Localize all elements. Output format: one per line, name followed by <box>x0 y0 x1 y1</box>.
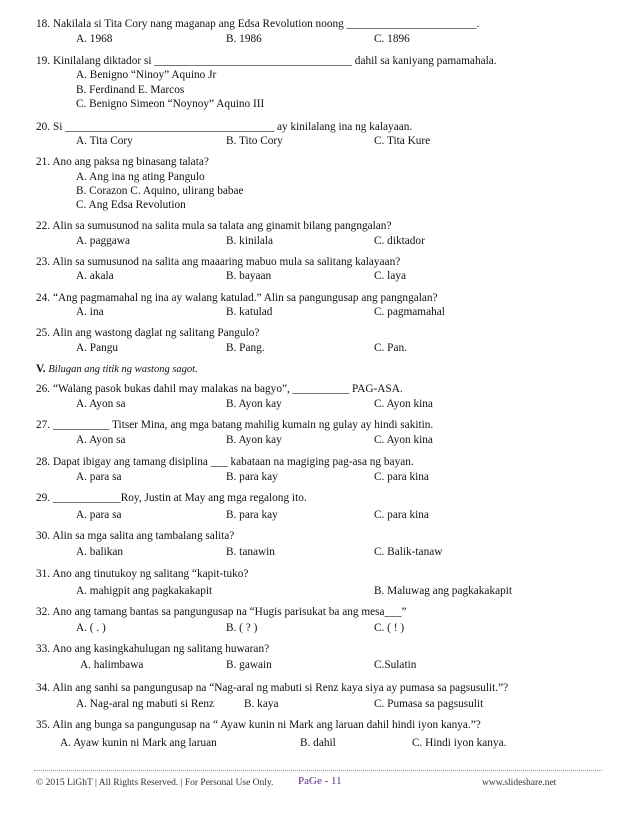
option-c: C. ( ! ) <box>374 622 405 634</box>
question-31: 31. Ano ang tinutukoy ng salitang “kapit-tuko? <box>36 568 249 580</box>
question-33: 33. Ano ang kasingkahulugan ng salitang huwaran? <box>36 643 270 655</box>
option-a: A. Tita Cory <box>76 135 133 147</box>
option-b: B. Pang. <box>226 342 265 354</box>
question-34: 34. Alin ang sanhi sa pangungusap na “Nag-aral ng mabuti si Renz kaya siya ay pumasa sa pagsusulit.”? <box>36 682 509 694</box>
option-c: C. Hindi iyon kanya. <box>412 737 507 749</box>
option-b: B. gawain <box>226 659 272 671</box>
option-a: A. para sa <box>76 471 122 483</box>
options-18 <box>0 32 638 46</box>
question-21: 21. Ano ang paksa ng binasang talata? <box>36 156 209 168</box>
option-b: B. kaya <box>244 698 279 710</box>
option-a: A. mahigpit ang pagkakakapit <box>76 585 213 597</box>
option-a: A. Benigno “Ninoy” Aquino Jr <box>76 69 217 81</box>
option-a: A. Nag-aral ng mabuti si Renz <box>76 698 215 710</box>
footer-site: www.slideshare.net <box>482 778 557 788</box>
question-28: 28. Dapat ibigay ang tamang disiplina ___ kabataan na magiging pag-asa ng bayan. <box>36 456 414 468</box>
option-b: B. para kay <box>226 509 278 521</box>
options-34 <box>0 697 638 711</box>
option-a: A. para sa <box>76 509 122 521</box>
option-c: C. Ayon kina <box>374 434 433 446</box>
option-c: C. Pan. <box>374 342 407 354</box>
option-b: B. Ayon kay <box>226 398 282 410</box>
option-c: C. pagmamahal <box>374 306 445 318</box>
option-b: B. Corazon C. Aquino, ulirang babae <box>76 185 244 197</box>
option-c: C. Pumasa sa pagsusulit <box>374 698 484 710</box>
options-23 <box>0 269 638 283</box>
question-27: 27. __________ Titser Mina, ang mga batang mahilig kumain ng gulay ay hindi sakitin. <box>36 419 434 431</box>
option-b: B. katulad <box>226 306 273 318</box>
question-29: 29. ____________Roy, Justin at May ang mga regalong ito. <box>36 492 307 504</box>
option-b: B. Ayon kay <box>226 434 282 446</box>
question-32: 32. Ano ang tamang bantas sa pangungusap na “Hugis parisukat ba ang mesa___” <box>36 606 407 618</box>
question-18: 18. Nakilala si Tita Cory nang maganap ang Edsa Revolution noong _______________________. <box>36 18 480 30</box>
question-23: 23. Alin sa sumusunod na salita ang maaaring mabuo mula sa salitang kalayaan? <box>36 256 401 268</box>
option-c: C. para kina <box>374 471 429 483</box>
question-24: 24. “Ang pagmamahal ng ina ay walang katulad.” Alin sa pangungusap ang pangngalan? <box>36 292 438 304</box>
options-20 <box>0 134 638 148</box>
question-26: 26. “Walang pasok bukas dahil may malakas na bagyo”, __________ PAG-ASA. <box>36 383 403 395</box>
option-c: C. 1896 <box>374 33 410 45</box>
question-19: 19. Kinilalang diktador si ___________________________________ dahil sa kaniyang pamamahala. <box>36 55 497 67</box>
options-22 <box>0 234 638 248</box>
option-b: B. kinilala <box>226 235 274 247</box>
option-b: B. para kay <box>226 471 278 483</box>
footer-divider <box>34 770 602 771</box>
section-instruction: Bilugan ang titik ng wastong sagot. <box>48 364 198 375</box>
option-a: A. ina <box>76 306 104 318</box>
option-c: C.Sulatin <box>374 659 417 671</box>
options-25 <box>0 341 638 355</box>
option-b: B. Tito Cory <box>226 135 283 147</box>
options-31 <box>0 584 638 598</box>
question-35: 35. Alin ang bunga sa pangungusap na “ Ayaw kunin ni Mark ang laruan dahil hindi iyon kanya.”? <box>36 719 481 731</box>
option-a: A. Ayaw kunin ni Mark ang laruan <box>60 737 217 749</box>
option-a: A. Ayon sa <box>76 398 126 410</box>
option-c: C. Benigno Simeon “Noynoy” Aquino III <box>76 98 265 110</box>
page-number: PaGe - 11 <box>298 775 342 787</box>
option-c: C. Ayon kina <box>374 398 433 410</box>
option-a: A. Ayon sa <box>76 434 126 446</box>
option-c: C. Balik-tanaw <box>374 546 443 558</box>
option-b: B. ( ? ) <box>226 622 258 634</box>
options-30 <box>0 545 638 559</box>
options-24 <box>0 305 638 319</box>
section-number: V. <box>36 363 46 375</box>
question-22: 22. Alin sa sumusunod na salita mula sa talata ang ginamit bilang pangngalan? <box>36 220 392 232</box>
option-c: C. Tita Kure <box>374 135 431 147</box>
option-b: B. 1986 <box>226 33 262 45</box>
section-v-heading <box>36 362 198 377</box>
option-c: C. para kina <box>374 509 429 521</box>
option-c: C. Ang Edsa Revolution <box>76 199 186 211</box>
footer-copyright: © 2015 LiGhT | All Rights Reserved. | For Personal Use Only. <box>36 778 274 788</box>
option-a: A. paggawa <box>76 235 130 247</box>
question-20: 20. Si _____________________________________ ay kinilalang ina ng kalayaan. <box>36 121 413 133</box>
option-a: A. akala <box>76 270 114 282</box>
options-27 <box>0 433 638 447</box>
option-a: A. ( . ) <box>76 622 106 634</box>
options-35 <box>0 736 638 750</box>
option-a: A. Pangu <box>76 342 119 354</box>
question-30: 30. Alin sa mga salita ang tambalang salita? <box>36 530 235 542</box>
option-b: B. bayaan <box>226 270 272 282</box>
options-32 <box>0 621 638 635</box>
option-a: A. balikan <box>76 546 124 558</box>
option-a: A. Ang ina ng ating Pangulo <box>76 171 205 183</box>
question-25: 25. Alin ang wastong daglat ng salitang Pangulo? <box>36 327 260 339</box>
options-28 <box>0 470 638 484</box>
options-33 <box>0 658 638 672</box>
option-a: A. halimbawa <box>80 659 144 671</box>
option-c: C. diktador <box>374 235 425 247</box>
option-b: B. tanawin <box>226 546 275 558</box>
option-c: C. laya <box>374 270 406 282</box>
option-a: A. 1968 <box>76 33 113 45</box>
option-b: B. Maluwag ang pagkakakapit <box>374 585 513 597</box>
option-b: B. dahil <box>300 737 336 749</box>
options-26 <box>0 397 638 411</box>
option-b: B. Ferdinand E. Marcos <box>76 84 185 96</box>
options-29 <box>0 508 638 522</box>
